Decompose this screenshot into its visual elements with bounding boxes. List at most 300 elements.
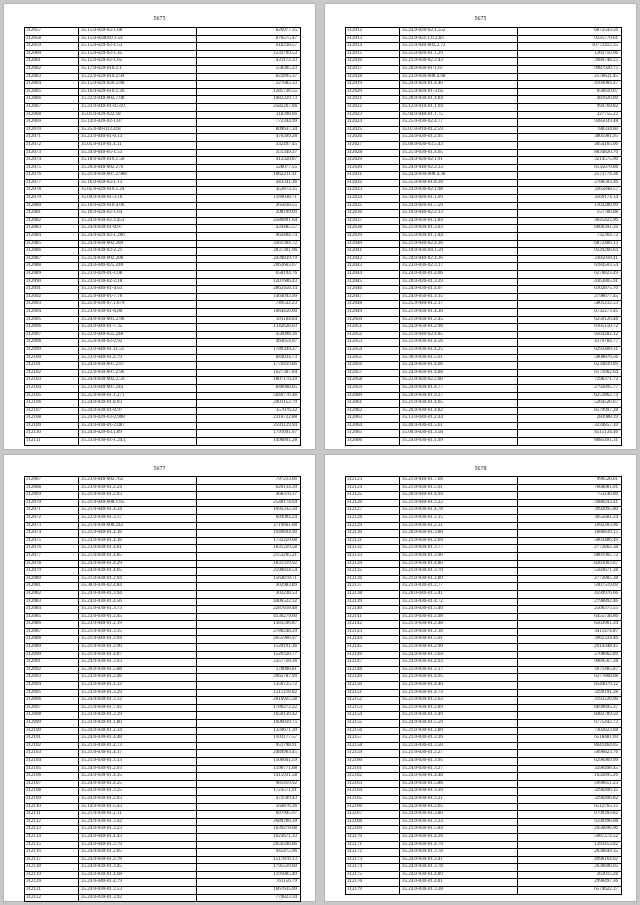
code-cell: 35.21.0-040-02.4.36 [400,241,518,248]
code-cell: 35.34.0-020-01.1.09 [400,195,518,202]
row-id-cell: 312097 [25,332,79,339]
table-row [346,248,621,256]
table-row [346,879,621,887]
code-cell: 35.23.0-040-01-0.519 [79,104,197,111]
row-id-cell: 312127 [346,507,400,514]
code-cell: 35.24.0-030-01.4.81 [400,879,518,886]
code-cell: 35.25.0-030-02.4.77 [400,119,518,126]
row-id-cell: 312166 [346,804,400,811]
code-cell: 35.24.0-050-01.3.15 [400,294,518,301]
amount-cell: 265838.55 [275,202,297,208]
row-id-cell: 312061 [346,400,400,407]
code-cell: 35.23.0-040-01-4.63 [79,286,197,293]
table-row [346,819,621,827]
code-cell: 35.21.0-030-01.2.94 [79,576,197,583]
table-row [346,652,621,660]
row-id-cell: 312087 [25,256,79,263]
code-cell: 35.18.0-020-010.1.56 [79,157,197,164]
row-id-cell: 312139 [346,599,400,606]
row-id-cell: 312135 [346,568,400,575]
amount-cell: 2316722.88 [273,415,297,421]
amount-cell: 2837301.96 [273,248,297,254]
amount-cell: 9385039.48 [594,119,618,125]
table-row [25,218,300,226]
code-cell: 35.21.0-030-01.4.87 [79,652,197,659]
row-id-cell: 312081 [25,583,79,590]
table-row [25,150,300,158]
row-id-cell: 312137 [346,583,400,590]
row-id-cell: 312052 [346,332,400,339]
row-id-cell: 312089 [25,271,79,278]
table-row [25,347,300,355]
amount-cell: 788334.60 [596,126,618,132]
amount-cell: 1183596.87 [273,621,297,627]
code-cell: 35.20.0-040-002.276 [79,165,197,172]
table-row [25,248,300,256]
code-cell: 35.21.0-030-01.5.91 [400,485,518,492]
row-id-cell: 312024 [346,119,400,126]
table-row [25,758,300,766]
row-id-cell: 312076 [25,545,79,552]
amount-cell: 3992895.80 [594,507,618,513]
amount-cell: 797213.66 [275,477,297,482]
table-row [25,857,300,865]
code-cell: 35.20.0-030-01.3.80 [400,530,518,537]
row-id-cell: 312059 [25,43,79,50]
row-id-cell: 312069 [25,492,79,499]
code-cell: 35.15.0-020-02-1.53 [79,43,197,50]
amount-cell: 1232799.53 [273,50,297,56]
code-cell: 35.21.0-030-01.2.63 [400,697,518,704]
table-row [346,553,621,561]
row-id-cell: 312034 [346,195,400,202]
row-id-cell: 312042 [346,256,400,263]
table-row [346,864,621,872]
code-cell: 35.05.0-020-010.1.24 [79,187,197,194]
row-id-cell: 312102 [25,370,79,377]
row-id-cell: 312093 [25,301,79,308]
amount-cell: 6518481.69 [594,735,618,741]
row-id-cell: 312066 [25,96,79,103]
code-cell: 35.21.0-030-01.2.90 [400,644,518,651]
amount-cell: 2153295.21 [273,552,297,558]
table-row [346,187,621,195]
row-id-cell: 312086 [25,248,79,255]
row-id-cell: 312021 [346,96,400,103]
code-cell: 35.00.0-030-01.3.58 [400,430,518,437]
amount-cell: 434485.57 [275,225,297,231]
table-row [346,545,621,553]
row-id-cell: 312041 [346,248,400,255]
row-id-cell: 312095 [25,690,79,697]
code-cell: 35.21.0-030-01.2.11 [79,811,197,818]
amount-cell: 481620.89 [596,96,618,102]
code-cell: 35.21.0-040-02.4.85 [400,332,518,339]
amount-cell: 157786.88 [596,210,618,216]
row-id-cell: 312108 [25,415,79,422]
amount-cell: 2689206.39 [273,818,297,824]
amount-cell: 8579997.28 [594,407,618,413]
code-cell: 35.24.0-030-01.3.25 [79,788,197,795]
amount-cell: 332497.45 [275,141,297,147]
row-id-cell: 312167 [346,811,400,818]
code-cell: 35.94.0-040-01.1.75 [400,112,518,119]
table-row [25,766,300,774]
amount-cell: 5583671.28 [594,568,618,574]
code-cell: 35.14.0-030-01.5.43 [79,804,197,811]
amount-cell: 10772412.35 [591,43,618,49]
table-row [25,241,300,249]
table-row [25,51,300,59]
row-id-cell: 312100 [25,355,79,362]
table-row [25,507,300,515]
table-row [346,81,621,89]
code-cell: 35.24.0-030-01.3.24 [400,819,518,826]
amount-cell: 6699695.37 [594,704,618,710]
amount-cell: 761156.79 [275,879,297,885]
table-row [346,523,621,531]
table-row [25,393,300,401]
row-id-cell: 312154 [346,712,400,719]
row-id-cell: 312104 [25,758,79,765]
amount-cell: 1732250.68 [273,537,297,543]
amount-cell: 2287618.48 [273,606,297,612]
amount-cell: 3214575.90 [594,157,618,163]
row-id-cell: 312103 [25,750,79,757]
row-id-cell: 312030 [346,165,400,172]
code-cell: 35.20.0-030-01.4.82 [400,408,518,415]
code-cell: 35.21.0-030-01.5.84 [400,826,518,833]
row-id-cell: 312058 [25,36,79,43]
code-cell: 35.24.0-020-01.4.88 [400,370,518,377]
row-id-cell: 312037 [346,218,400,225]
row-id-cell: 312126 [346,500,400,507]
row-id-cell: 312057 [25,28,79,35]
row-id-cell: 312100 [25,728,79,735]
table-row [346,362,621,370]
code-cell: 35.24.0-030-01.4.06 [400,271,518,278]
row-id-cell: 312163 [346,781,400,788]
code-cell: 35.24.0-020-03-2.908 [79,415,197,422]
table-row [346,347,621,355]
code-cell: 35.21.0-030-01.2.90 [79,644,197,651]
code-cell: 35.13.0-040-01.2.44 [400,415,518,422]
document-page-4 [325,455,636,901]
table-row [25,157,300,165]
code-cell: 35.24.0-030-01.3.80 [400,811,518,818]
table-row [25,515,300,523]
row-id-cell: 312142 [346,621,400,628]
code-cell: 35.25.0-020-01.1.29 [400,51,518,58]
code-cell: 35.21.0-030-01.4.17 [79,750,197,757]
row-id-cell: 312091 [25,659,79,666]
code-cell: 35.24.0-030-01.3.27 [400,766,518,773]
table-row [25,644,300,652]
amount-cell: 6512765.15 [594,803,618,809]
row-id-cell: 312147 [346,659,400,666]
row-id-cell: 312159 [346,750,400,757]
amount-cell: 618238.57 [275,43,297,49]
amount-cell: 1464093.99 [273,293,297,299]
amount-cell: 6171062.64 [594,369,618,375]
amount-cell: 6184503.54 [594,263,618,269]
data-table [345,476,622,895]
row-id-cell: 312069 [25,119,79,126]
row-id-cell: 312115 [25,842,79,849]
table-row [346,301,621,309]
row-id-cell: 312148 [346,667,400,674]
row-id-cell: 312079 [25,195,79,202]
table-row [346,599,621,607]
code-cell: 35.21.0-030-007.2.986 [79,172,197,179]
row-id-cell: 312176 [346,879,400,886]
table-row [346,788,621,796]
code-cell: 35.24.0-040-02.4.36 [400,256,518,263]
code-cell: 35.23.0-040-01.2.79 [79,355,197,362]
row-id-cell: 312105 [25,393,79,400]
code-cell: 35.24.0-030-01.4.79 [400,842,518,849]
code-cell: 35.23.0-030-01.4.32 [79,682,197,689]
amount-cell: 468376.37 [275,492,297,498]
table-row [346,804,621,812]
amount-cell: 3962334.46 [594,636,618,642]
table-row [25,750,300,758]
amount-cell: 4379784.77 [594,339,618,345]
table-row [25,895,300,903]
code-cell: 35.24.0-030-01.2.65 [79,849,197,856]
row-id-cell: 312088 [25,636,79,643]
amount-cell: 2484963.45 [273,750,297,756]
row-id-cell: 312107 [25,781,79,788]
data-table [24,476,301,902]
table-row [346,324,621,332]
row-id-cell: 312074 [25,157,79,164]
code-cell: 35.24.0-030-01.2.65 [400,804,518,811]
code-cell: 35.24.0-030-01.4.07 [400,286,518,293]
table-row [346,811,621,819]
code-cell: 35.24.0-020-02.1.91 [400,157,518,164]
row-id-cell: 312130 [346,530,400,537]
row-id-cell: 312066 [346,438,400,445]
amount-cell: 472599.43 [275,795,297,801]
row-id-cell: 312064 [346,423,400,430]
amount-cell: 3296498.45 [594,765,618,771]
amount-cell: 732364.72 [596,233,618,239]
code-cell: 35.24.0-030-01-0.97 [79,225,197,232]
amount-cell: 2795895.77 [594,384,618,390]
row-id-cell: 312049 [346,309,400,316]
row-id-cell: 312155 [346,720,400,727]
row-id-cell: 312109 [25,423,79,430]
table-row [25,408,300,416]
document-page-1 [4,4,315,449]
table-row [25,142,300,150]
row-id-cell: 312133 [346,553,400,560]
table-row [346,857,621,865]
amount-cell: 1106661.59 [273,757,297,763]
table-row [346,690,621,698]
code-cell: 35.24.0-030-02.3.453 [79,218,197,225]
code-cell: 35.24.0-040-01.3.79 [79,842,197,849]
code-cell: 35.21.0-030-01.3.77 [400,545,518,552]
row-id-cell: 312165 [346,796,400,803]
code-cell: 35.21.0-030-01.2.80 [400,728,518,735]
amount-cell: 844034.73 [275,354,297,360]
amount-cell: 7298371.72 [594,377,618,383]
code-cell: 35.24.0-040-05-1.53 [79,150,197,157]
amount-cell: 8641464.05 [594,742,618,748]
amount-cell: 263015.28 [596,871,618,877]
table-row [25,362,300,370]
code-cell: 35.23.0-030-01.2.24 [79,485,197,492]
code-cell: 35.21.0-030-01.3.15 [79,629,197,636]
row-id-cell: 312075 [25,165,79,172]
row-id-cell: 312160 [346,758,400,765]
amount-cell: 8034820.70 [594,149,618,155]
row-id-cell: 312116 [25,849,79,856]
amount-cell: 2573774.38 [594,172,618,178]
table-row [25,705,300,713]
table-row [346,279,621,287]
table-row [346,712,621,720]
table-row [346,591,621,599]
amount-cell: 391164.84 [275,316,297,322]
code-cell: 35.21.0-030-01.4.65 [400,400,518,407]
code-cell: 35.21.0-040-01.7.66 [400,477,518,484]
amount-cell: 412320.87 [275,157,297,163]
code-cell: 35.21.0-040-008.1.65 [79,500,197,507]
row-id-cell: 312057 [346,370,400,377]
amount-cell: 2016925.58 [273,697,297,703]
amount-cell: 8482789.50 [594,712,618,718]
amount-cell: 996526.61 [596,477,618,482]
table-row [25,553,300,561]
amount-cell: 2998497.36 [594,879,618,885]
code-cell: 35.23.0-030-008.4.98 [400,74,518,81]
row-id-cell: 312056 [346,362,400,369]
table-row [346,507,621,515]
table-row [25,591,300,599]
code-cell: 35.23.0-040-01-0.13 [79,134,197,141]
table-row [346,370,621,378]
row-id-cell: 312120 [25,879,79,886]
amount-cell: 2591129.94 [273,422,297,428]
row-id-cell: 312065 [346,430,400,437]
code-cell: 35.21.0-040-01.3.22 [400,500,518,507]
row-id-cell: 312105 [25,766,79,773]
row-id-cell: 312096 [25,697,79,704]
table-row [346,36,621,44]
code-cell: 35.23.0-020-01-1.08 [79,271,197,278]
code-cell: 35.21.0-030-01.4.80 [400,561,518,568]
code-cell: 35.25.0-40-013.418 [79,127,197,134]
table-row [25,225,300,233]
amount-cell: 452873.35 [275,187,297,193]
row-id-cell: 312125 [346,492,400,499]
table-row [346,758,621,766]
amount-cell: 1564878.71 [273,575,297,581]
table-row [25,485,300,493]
code-cell: 35.24.0-040-02.2.33 [400,165,518,172]
code-cell: 35.24.0-030-01.2.93 [79,766,197,773]
table-row [25,561,300,569]
row-id-cell: 312174 [346,864,400,871]
code-cell: 35.25.0-040-01-7.76 [79,294,197,301]
table-row [25,134,300,142]
amount-cell: 2788503.36 [594,179,618,185]
table-row [25,332,300,340]
row-id-cell: 312083 [25,599,79,606]
code-cell: 35.10.0-020-010.4.06 [79,203,197,210]
row-id-cell: 312027 [346,142,400,149]
amount-cell: 1807170.29 [273,377,297,383]
row-id-cell: 312149 [346,674,400,681]
code-cell: 35.24.0-030-01.3.64 [400,652,518,659]
table-row [25,492,300,500]
amount-cell: 8085491.31 [594,438,618,444]
amount-cell: 283988.19 [596,415,618,421]
amount-cell: 4599976.66 [594,590,618,596]
code-cell: 35.22.0-020-010.2.94 [79,74,197,81]
amount-cell: 3971485.87 [594,666,618,672]
row-id-cell: 312161 [346,766,400,773]
table-row [25,872,300,880]
table-row [346,112,621,120]
table-row [346,430,621,438]
table-row [346,826,621,834]
amount-cell: 3193226.96 [594,697,618,703]
table-row [346,74,621,82]
row-id-cell: 312136 [346,576,400,583]
row-id-cell: 312140 [346,606,400,613]
row-id-cell: 312144 [346,636,400,643]
code-cell: 35.25.0-030-07.1.679 [79,301,197,308]
amount-cell: 2719661.68 [273,522,297,528]
amount-cell: 2401152.79 [273,400,297,406]
row-id-cell: 312132 [346,545,400,552]
amount-cell: 694904.24 [275,514,297,520]
row-id-cell: 312114 [25,834,79,841]
amount-cell: 1946694.90 [273,530,297,536]
row-id-cell: 312084 [25,606,79,613]
amount-cell: 1103177.57 [273,735,297,741]
amount-cell: 1393453.82 [594,841,618,847]
code-cell: 35.24.0-030-01.3.94 [79,591,197,598]
code-cell: 35.24.0-030-01.3.92 [79,895,197,902]
row-id-cell: 312075 [25,538,79,545]
amount-cell: 848008.05 [275,384,297,390]
code-cell: 35.24.0-030-01.2.93 [79,796,197,803]
data-table [24,27,301,446]
table-row [25,43,300,51]
row-id-cell: 312068 [25,485,79,492]
amount-cell: 6256126.48 [594,316,618,322]
code-cell: 35.23.0-030-01.1.80 [79,720,197,727]
table-row [25,165,300,173]
table-row [25,477,300,485]
code-cell: 35.12.0-010-01.1.94 [400,104,518,111]
amount-cell: 1723571.91 [273,788,297,794]
row-id-cell: 312071 [25,134,79,141]
code-cell: 35.21.0-030-01.4.78 [400,507,518,514]
row-id-cell: 312111 [25,811,79,818]
row-id-cell: 312082 [25,591,79,598]
code-cell: 35.24.0-030-01.3.78 [400,849,518,856]
document-page-2 [325,4,636,449]
amount-cell: 1632895.26 [594,773,618,779]
code-cell: 35.23.0-021.1.0.2.83 [400,36,518,43]
code-cell: 35.24.0-030-008.4.38 [400,172,518,179]
